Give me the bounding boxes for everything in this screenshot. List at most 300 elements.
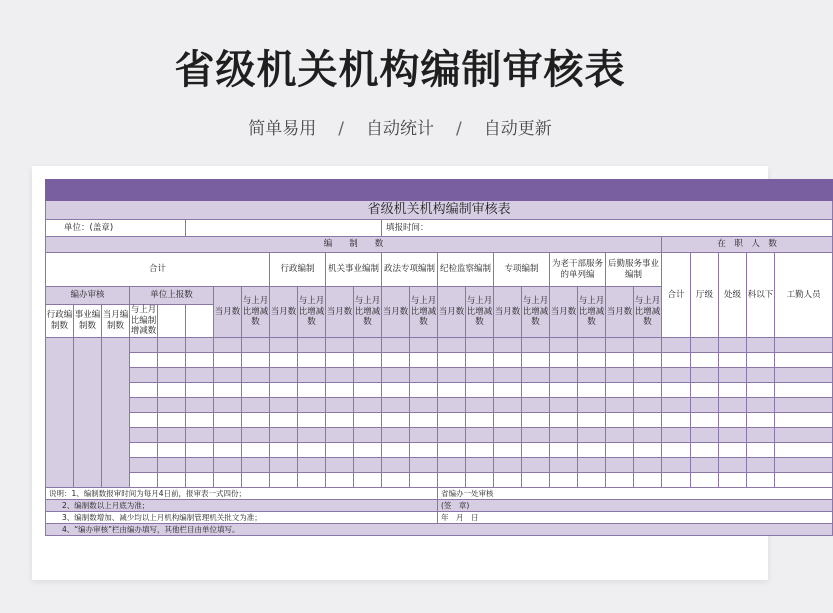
editable-cell[interactable] [354,352,382,367]
sub-shiye: 事业编制数 [74,305,102,338]
editable-cell[interactable] [522,352,550,367]
editable-cell[interactable] [634,457,662,472]
editable-cell[interactable] [578,397,606,412]
editable-cell[interactable] [270,337,298,352]
editable-cell[interactable] [775,367,833,382]
editable-cell[interactable] [550,457,578,472]
editable-cell[interactable] [747,397,775,412]
editable-cell[interactable] [719,442,747,457]
editable-cell[interactable] [326,442,354,457]
editable-cell[interactable] [382,412,410,427]
editable-cell[interactable] [214,367,242,382]
editable-cell[interactable] [550,397,578,412]
editable-cell[interactable] [691,427,719,442]
editable-cell[interactable] [438,412,466,427]
editable-cell[interactable] [214,442,242,457]
editable-cell[interactable] [438,397,466,412]
editable-cell[interactable] [354,412,382,427]
editable-cell[interactable] [494,457,522,472]
editable-cell[interactable] [719,427,747,442]
editable-cell[interactable] [747,457,775,472]
editable-cell[interactable] [326,397,354,412]
col-dangyue: 当月数 [438,287,466,338]
editable-cell[interactable] [382,442,410,457]
editable-cell[interactable] [158,427,186,442]
note-right: (签 章) [438,499,833,511]
editable-cell[interactable] [214,427,242,442]
editable-cell[interactable] [662,352,691,367]
approval-table [45,179,833,536]
editable-cell[interactable] [747,382,775,397]
editable-cell[interactable] [578,457,606,472]
editable-cell[interactable] [606,442,634,457]
editable-cell[interactable] [130,352,158,367]
editable-cell[interactable] [438,472,466,487]
editable-cell[interactable] [719,397,747,412]
editable-cell[interactable] [438,382,466,397]
editable-cell[interactable] [578,472,606,487]
editable-cell[interactable] [494,397,522,412]
editable-cell[interactable] [130,337,158,352]
data-rows [46,337,833,487]
category-header: 纪检监察编制 [438,253,494,287]
editable-cell[interactable] [242,442,270,457]
editable-cell[interactable] [214,472,242,487]
editable-cell[interactable] [550,442,578,457]
editable-cell[interactable] [214,457,242,472]
editable-cell[interactable] [494,382,522,397]
editable-cell[interactable] [775,397,833,412]
heji-header: 合计 [46,253,270,287]
editable-cell[interactable] [578,382,606,397]
editable-cell[interactable] [354,382,382,397]
editable-cell[interactable] [775,337,833,352]
editable-cell[interactable] [719,352,747,367]
editable-cell[interactable] [214,337,242,352]
editable-cell[interactable] [550,412,578,427]
editable-cell[interactable] [130,442,158,457]
editable-cell[interactable] [606,382,634,397]
editable-cell[interactable] [214,382,242,397]
editable-cell[interactable] [270,367,298,382]
editable-cell[interactable] [354,472,382,487]
editable-cell[interactable] [186,397,214,412]
category-header: 为老干部服务的单列编 [550,253,606,287]
col-dangyue: 当月数 [326,287,354,338]
editable-cell[interactable] [494,472,522,487]
unit-label: 单位：(盖章) [46,220,186,237]
editable-cell[interactable] [354,457,382,472]
col-yushangyue: 与上月比增减数 [522,287,550,338]
subtitle-separator: / [338,119,344,139]
sub-yushangyue: 与上月比编制增减数 [130,305,157,337]
editable-cell[interactable] [326,337,354,352]
editable-cell[interactable] [634,337,662,352]
editable-cell[interactable] [691,397,719,412]
editable-cell[interactable] [186,472,214,487]
editable-cell[interactable] [382,457,410,472]
category-header: 机关事业编制 [326,253,382,287]
editable-cell[interactable] [298,412,326,427]
col-dangyue: 当月数 [270,287,298,338]
category-row [46,253,833,287]
editable-cell[interactable] [550,352,578,367]
editable-cell[interactable] [410,337,438,352]
editable-cell[interactable] [466,337,494,352]
editable-cell[interactable] [242,472,270,487]
editable-cell[interactable] [719,382,747,397]
editable-cell[interactable] [298,367,326,382]
editable-cell[interactable] [382,397,410,412]
editable-cell[interactable] [578,427,606,442]
editable-cell[interactable] [634,427,662,442]
editable-cell[interactable] [382,472,410,487]
editable-cell[interactable] [578,412,606,427]
table-row [46,427,833,442]
editable-cell[interactable] [298,442,326,457]
editable-cell[interactable] [410,352,438,367]
editable-cell[interactable] [775,457,833,472]
editable-cell[interactable] [691,457,719,472]
editable-cell[interactable] [158,352,186,367]
header-bar-row [46,180,833,201]
header-bar [46,180,833,201]
col-yushangyue: 与上月比增减数 [354,287,382,338]
editable-cell[interactable] [382,337,410,352]
table-row [46,337,833,352]
table-row [46,442,833,457]
editable-cell[interactable] [326,427,354,442]
category-header: 政法专项编制 [382,253,438,287]
editable-cell[interactable] [775,412,833,427]
editable-cell[interactable] [747,427,775,442]
editable-cell[interactable] [158,397,186,412]
editable-cell[interactable] [326,382,354,397]
editable-cell[interactable] [158,412,186,427]
editable-cell[interactable] [466,397,494,412]
editable-cell[interactable] [214,352,242,367]
editable-cell[interactable] [466,472,494,487]
group-bianzhi: 编 制 数 [46,237,662,253]
editable-cell[interactable] [494,442,522,457]
editable-cell[interactable] [662,337,691,352]
editable-cell[interactable] [522,472,550,487]
editable-cell[interactable] [691,412,719,427]
editable-cell[interactable] [298,382,326,397]
subtitle-item-1: 简单易用 [248,119,317,139]
spreadsheet [45,179,821,569]
editable-cell[interactable] [578,367,606,382]
group-zaizhi: 在 职 人 数 [662,237,833,253]
editable-cell[interactable] [522,442,550,457]
editable-cell[interactable] [270,472,298,487]
editable-cell[interactable] [298,352,326,367]
editable-cell[interactable] [662,457,691,472]
editable-cell[interactable] [270,457,298,472]
editable-cell[interactable] [634,412,662,427]
editable-cell[interactable] [550,367,578,382]
editable-cell[interactable] [354,427,382,442]
editable-cell[interactable] [578,442,606,457]
editable-cell[interactable] [382,427,410,442]
editable-cell[interactable] [214,412,242,427]
editable-cell[interactable] [466,442,494,457]
editable-cell[interactable] [606,457,634,472]
editable-cell[interactable] [747,472,775,487]
sub-xingzheng: 行政编制数 [46,305,74,338]
editable-cell[interactable] [158,457,186,472]
note-text: 4、“编办审核”栏由编办填写，其他栏目由单位填写。 [46,523,833,535]
col-dangyue: 当月数 [550,287,578,338]
subtitle [0,114,800,139]
editable-cell[interactable] [775,427,833,442]
editable-cell[interactable] [662,412,691,427]
editable-cell[interactable] [606,412,634,427]
zaizhi-header: 处级 [719,253,747,338]
zaizhi-header: 科以下 [747,253,775,338]
editable-cell[interactable] [270,352,298,367]
editable-cell[interactable] [270,427,298,442]
editable-cell[interactable] [270,382,298,397]
col-yushangyue: 与上月比增减数 [466,287,494,338]
editable-cell[interactable] [466,427,494,442]
editable-cell[interactable] [634,352,662,367]
editable-cell[interactable] [326,412,354,427]
editable-cell[interactable] [747,367,775,382]
zaizhi-header: 工勤人员 [775,253,833,338]
editable-cell[interactable] [298,472,326,487]
editable-cell[interactable] [354,442,382,457]
editable-cell[interactable] [719,472,747,487]
editable-cell[interactable] [719,412,747,427]
editable-cell[interactable] [242,427,270,442]
table-row [46,412,833,427]
editable-cell[interactable] [438,367,466,382]
editable-cell[interactable] [662,397,691,412]
editable-cell[interactable] [578,337,606,352]
editable-cell[interactable] [438,427,466,442]
editable-cell[interactable] [298,337,326,352]
note-text: 3、编制数增加、减少均以上月机构编制管理机关批文为准； [46,511,438,523]
editable-cell[interactable] [662,367,691,382]
editable-cell[interactable] [494,367,522,382]
editable-cell[interactable] [747,337,775,352]
page-title: 省级机关机构编制审核表 [174,47,626,93]
editable-cell[interactable] [466,457,494,472]
editable-cell[interactable] [691,472,719,487]
editable-cell[interactable] [410,367,438,382]
subtitle-separator: / [456,119,462,139]
editable-cell[interactable] [46,337,74,487]
editable-cell[interactable] [775,352,833,367]
editable-cell[interactable] [410,382,438,397]
editable-cell[interactable] [634,442,662,457]
editable-cell[interactable] [242,352,270,367]
bianban-shenhe: 编办审核 [46,287,130,305]
editable-cell[interactable] [130,397,158,412]
editable-cell[interactable] [466,412,494,427]
editable-cell[interactable] [634,472,662,487]
editable-cell[interactable] [214,397,242,412]
editable-cell[interactable] [410,397,438,412]
editable-cell[interactable] [438,457,466,472]
editable-cell[interactable] [158,442,186,457]
editable-cell[interactable] [130,382,158,397]
editable-cell[interactable] [382,382,410,397]
editable-cell[interactable] [578,352,606,367]
editable-cell[interactable] [242,367,270,382]
editable-cell[interactable] [438,337,466,352]
editable-cell[interactable] [438,442,466,457]
table-row [46,457,833,472]
editable-cell[interactable] [522,382,550,397]
editable-cell[interactable] [298,457,326,472]
editable-cell[interactable] [130,367,158,382]
editable-cell[interactable] [522,412,550,427]
editable-cell[interactable] [354,337,382,352]
group-row [46,237,833,253]
notes-section [46,487,833,535]
editable-cell[interactable] [691,367,719,382]
editable-cell[interactable] [410,427,438,442]
editable-cell[interactable] [298,397,326,412]
spacer [186,220,382,237]
editable-cell[interactable] [130,412,158,427]
editable-cell[interactable] [747,352,775,367]
editable-cell[interactable] [158,382,186,397]
editable-cell[interactable] [354,397,382,412]
editable-cell[interactable] [242,337,270,352]
editable-cell[interactable] [747,412,775,427]
editable-cell[interactable] [662,442,691,457]
table-row [46,367,833,382]
note-row [46,487,833,499]
editable-cell[interactable] [130,472,158,487]
editable-cell[interactable] [410,472,438,487]
editable-cell[interactable] [298,427,326,442]
editable-cell[interactable] [634,382,662,397]
note-row [46,499,833,511]
editable-cell[interactable] [186,352,214,367]
editable-cell[interactable] [691,442,719,457]
editable-cell[interactable] [186,382,214,397]
editable-cell[interactable] [747,442,775,457]
editable-cell[interactable] [719,367,747,382]
editable-cell[interactable] [158,367,186,382]
editable-cell[interactable] [522,397,550,412]
sheet-preview-card [32,166,821,580]
editable-cell[interactable] [186,457,214,472]
col-yushangyue: 与上月比增减数 [298,287,326,338]
editable-cell[interactable] [130,427,158,442]
editable-cell[interactable] [74,337,102,487]
editable-cell[interactable] [494,427,522,442]
editable-cell[interactable] [522,457,550,472]
editable-cell[interactable] [438,352,466,367]
editable-cell[interactable] [382,367,410,382]
editable-cell[interactable] [410,442,438,457]
editable-cell[interactable] [186,442,214,457]
editable-cell[interactable] [550,337,578,352]
editable-cell[interactable] [775,382,833,397]
editable-cell[interactable] [102,337,130,487]
editable-cell[interactable] [354,367,382,382]
editable-cell[interactable] [466,352,494,367]
date-label: 填报时间： [382,220,833,237]
editable-cell[interactable] [326,472,354,487]
meta-row [46,220,833,237]
editable-cell[interactable] [242,397,270,412]
editable-cell[interactable] [606,397,634,412]
table-row [46,382,833,397]
editable-cell[interactable] [158,337,186,352]
editable-cell[interactable] [326,367,354,382]
editable-cell[interactable] [662,472,691,487]
editable-cell[interactable] [466,382,494,397]
editable-cell[interactable] [775,472,833,487]
editable-cell[interactable] [158,472,186,487]
editable-cell[interactable] [326,457,354,472]
editable-cell[interactable] [522,427,550,442]
editable-cell[interactable] [606,427,634,442]
editable-cell[interactable] [242,382,270,397]
editable-cell[interactable] [242,457,270,472]
editable-cell[interactable] [719,337,747,352]
editable-cell[interactable] [775,442,833,457]
editable-cell[interactable] [130,457,158,472]
editable-cell[interactable] [186,367,214,382]
editable-cell[interactable] [494,337,522,352]
editable-cell[interactable] [550,382,578,397]
editable-cell[interactable] [382,352,410,367]
editable-cell[interactable] [719,457,747,472]
editable-cell[interactable] [522,337,550,352]
editable-cell[interactable] [550,427,578,442]
editable-cell[interactable] [662,382,691,397]
editable-cell[interactable] [494,412,522,427]
editable-cell[interactable] [550,472,578,487]
editable-cell[interactable] [691,382,719,397]
editable-cell[interactable] [242,412,270,427]
editable-cell[interactable] [186,337,214,352]
editable-cell[interactable] [691,352,719,367]
editable-cell[interactable] [606,472,634,487]
editable-cell[interactable] [270,442,298,457]
editable-cell[interactable] [691,337,719,352]
editable-cell[interactable] [410,457,438,472]
editable-cell[interactable] [522,367,550,382]
col-dangyue: 当月数 [494,287,522,338]
editable-cell[interactable] [606,352,634,367]
editable-cell[interactable] [410,412,438,427]
col-yushangyue: 与上月比增减数 [634,287,662,338]
editable-cell[interactable] [326,352,354,367]
editable-cell[interactable] [662,427,691,442]
editable-cell[interactable] [606,367,634,382]
editable-cell[interactable] [270,412,298,427]
editable-cell[interactable] [606,337,634,352]
col-dangyue: 当月数 [382,287,410,338]
editable-cell[interactable] [186,412,214,427]
editable-cell[interactable] [494,352,522,367]
editable-cell[interactable] [270,397,298,412]
sub-dangyue: 当月编制数 [102,305,130,338]
subtitle-item-3: 自动更新 [483,119,552,139]
editable-cell[interactable] [634,397,662,412]
editable-cell[interactable] [186,427,214,442]
editable-cell[interactable] [634,367,662,382]
editable-cell[interactable] [466,367,494,382]
